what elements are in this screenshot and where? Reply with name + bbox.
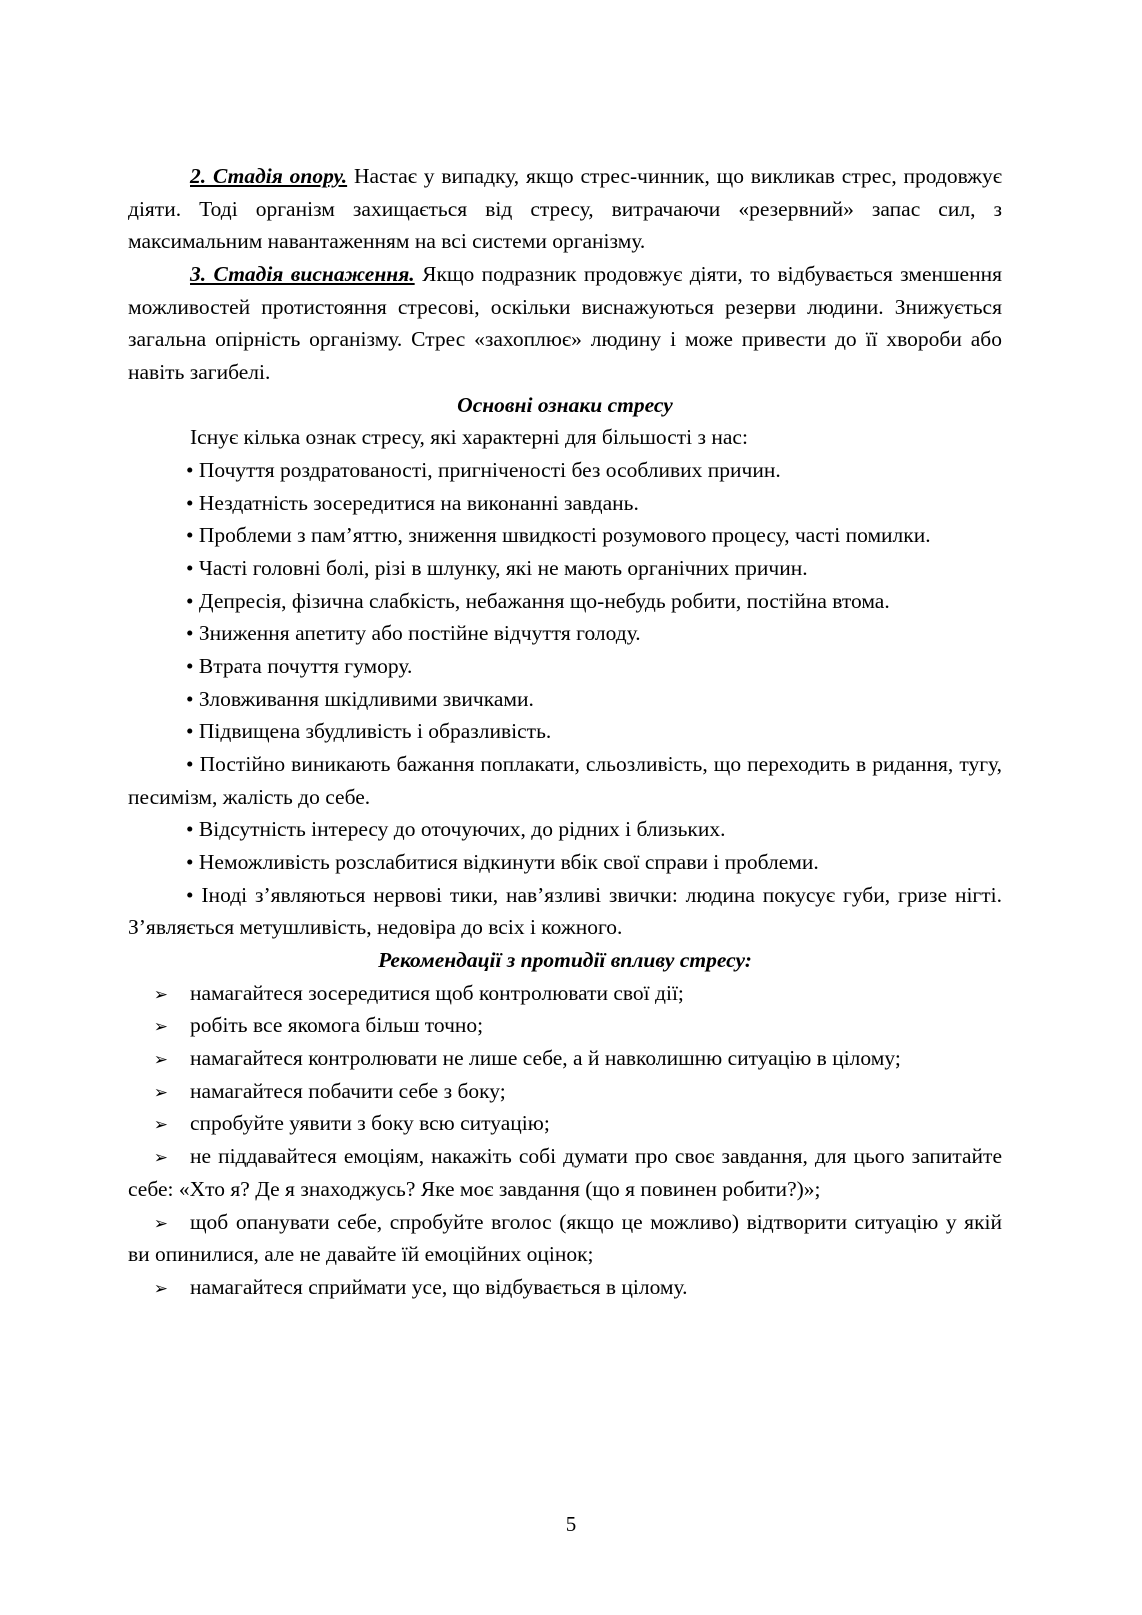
- paragraph-stage-2: [128, 160, 1002, 258]
- page-number: 5: [565, 1512, 577, 1536]
- sign-item: • Підвищена збудливість і образливість.: [186, 719, 552, 744]
- recommendation-item: [128, 1009, 1002, 1042]
- recommendation-item: [128, 1206, 1002, 1271]
- sign-item: • Проблеми з пам’яттю, зниження швидкості розумового процесу, часті помилки.: [186, 523, 931, 548]
- recommendation-text: намагайтеся сприймати усе, що відбувається в цілому.: [190, 1274, 688, 1299]
- paragraph-stage-3: [128, 258, 1002, 389]
- sign-item: • Постійно виникають бажання поплакати, сльозливість, що переходить в ридання, тугу, песимізм, жалість до себе.: [128, 752, 1002, 809]
- stage-2-lead: 2. Стадія опору.: [190, 164, 348, 188]
- stage-3-lead: 3. Стадія виснаження.: [190, 262, 415, 287]
- recommendation-item: [128, 977, 1002, 1010]
- recommendation-text: не піддавайтеся емоціям, накажіть собі думати про своє завдання, для цього запитайте себе: «Хто я? Де я знаходжусь? Яке моє завдання (що я повинен робити?)»;: [128, 1144, 1002, 1201]
- recommendation-text: намагайтеся зосередитися щоб контролювати свої дії;: [190, 980, 684, 1005]
- stage-3-text: Якщо подразник продовжує діяти, то відбувається зменшення можливостей протистояння стресові, оскільки виснажуються резерви людини. Знижується загальна опірність організму. Стрес «захоплює» людину і може привести до її хвороби або навіть загибелі.: [128, 262, 1002, 385]
- sign-item: • Часті головні болі, різі в шлунку, які не мають органічних причин.: [186, 556, 808, 581]
- arrow-bullet-icon: ➢: [153, 1148, 168, 1169]
- recommendation-text: робіть все якомога більш точно;: [190, 1013, 484, 1038]
- recommendation-item: [128, 1271, 1002, 1304]
- sign-item: • Депресія, фізична слабкість, небажання що-небудь робити, постійна втома.: [186, 588, 890, 613]
- recommendation-item: [128, 1042, 1002, 1075]
- sign-item: • Неможливість розслабитися відкинути вбік свої справи і проблеми.: [186, 850, 819, 875]
- arrow-bullet-icon: ➢: [153, 1017, 168, 1038]
- recommendation-text: щоб опанувати себе, спробуйте вголос (якщо це можливо) відтворити ситуацію у якій ви опинилися, але не давайте їй емоційних оцінок;: [128, 1209, 1002, 1267]
- heading-recommendations: Рекомендації з протидії впливу стресу:: [378, 948, 752, 973]
- sign-item: • Нездатність зосередитися на виконанні завдань.: [186, 490, 639, 515]
- intro-signs: Існує кілька ознак стресу, які характерні для більшості з нас:: [190, 425, 748, 450]
- heading-signs-of-stress: Основні ознаки стресу: [457, 392, 673, 417]
- arrow-bullet-icon: ➢: [153, 1213, 168, 1234]
- stage-2-text: Настає у випадку, якщо стрес-чинник, що викликав стрес, продовжує діяти. Тоді організм захищається від стресу, витрачаючи «резервний» запас сил, з максимальним навантаженням на всі системи організму.: [128, 164, 1002, 254]
- arrow-bullet-icon: ➢: [153, 1278, 168, 1299]
- arrow-bullet-icon: ➢: [153, 1082, 168, 1103]
- recommendation-text: спробуйте уявити з боку всю ситуацію;: [190, 1111, 550, 1136]
- sign-item: • Зловживання шкідливими звичками.: [186, 686, 534, 711]
- recommendation-item: [128, 1075, 1002, 1108]
- sign-item: • Відсутність інтересу до оточуючих, до рідних і близьких.: [186, 817, 726, 842]
- sign-item: • Почуття роздратованості, пригніченості без особливих причин.: [186, 458, 781, 483]
- arrow-bullet-icon: ➢: [153, 1050, 168, 1071]
- arrow-bullet-icon: ➢: [153, 1115, 168, 1136]
- arrow-bullet-icon: ➢: [153, 984, 168, 1005]
- sign-item: • Втрата почуття гумору.: [186, 654, 413, 679]
- recommendation-item: [128, 1140, 1002, 1205]
- document-body: [128, 160, 1002, 1304]
- sign-item: • Зниження апетиту або постійне відчуття голоду.: [186, 621, 641, 646]
- recommendation-text: намагайтеся контролювати не лише себе, а й навколишню ситуацію в цілому;: [190, 1046, 901, 1071]
- recommendation-item: [128, 1107, 1002, 1140]
- recommendation-text: намагайтеся побачити себе з боку;: [190, 1078, 506, 1103]
- sign-item: • Іноді з’являються нервові тики, нав’язливі звички: людина покусує губи, гризе нігті. З’являється метушливість, недовіра до всіх і кожного.: [128, 882, 1002, 940]
